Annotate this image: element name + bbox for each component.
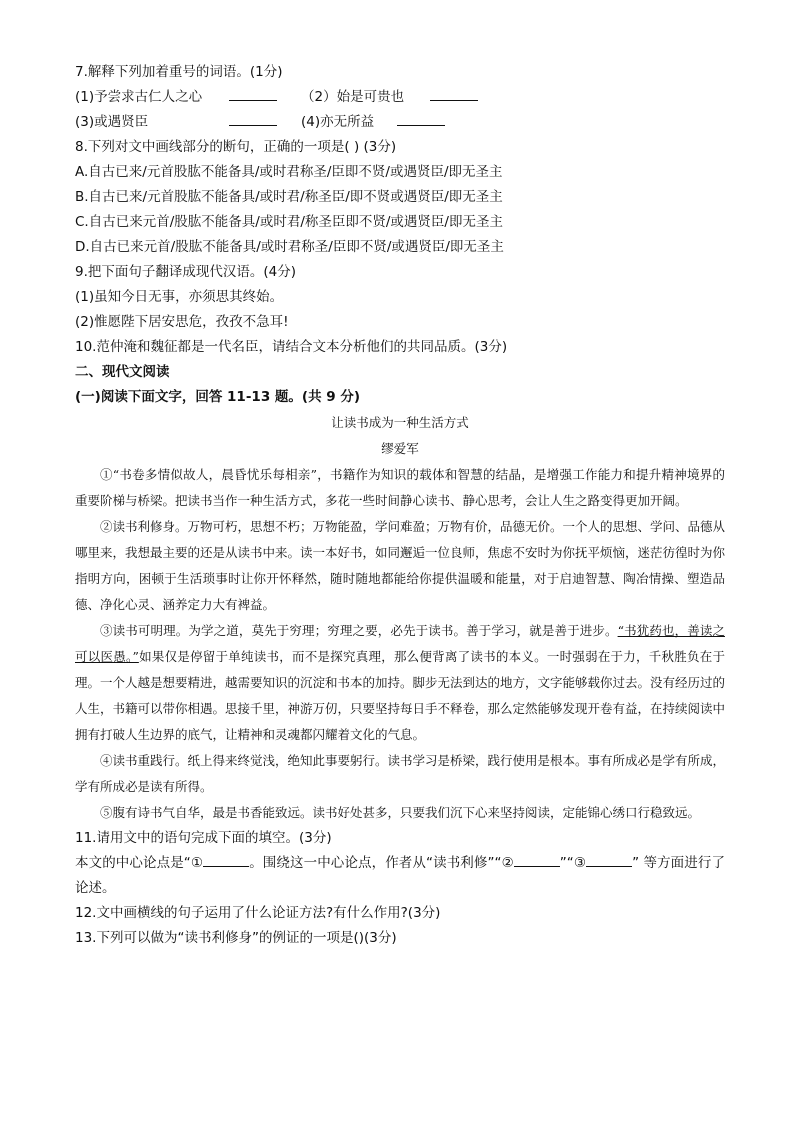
article-paragraph-2: ②读书利修身。万物可朽，思想不朽；万物能盈，学问难盈；万物有价，品德无价。一个人的思想、学问、品德从哪里来，我想最主要的还是从读书中来。读一本好书，如同邂逅一位良师，焦虑不安时为你抚平烦恼，迷茫彷徨时为你指明方向，困顿于生活琐事时让你开怀释然，随时随地都能给你提供温暖和能量，对于启迪智慧、陶冶情操、塑造品德、净化心灵、涵养定力大有裨益。 bbox=[75, 519, 726, 612]
q7-blank2[interactable] bbox=[430, 86, 478, 101]
q7-blank4[interactable] bbox=[397, 111, 445, 126]
article-paragraph-4: ④读书重践行。纸上得来终觉浅，绝知此事要躬行。读书学习是桥梁，践行使用是根本。事有所成必是学有所成，学有所成必是读有所得。 bbox=[75, 753, 726, 794]
article-paragraph-3 bbox=[75, 618, 725, 748]
q7-row2 bbox=[75, 110, 725, 135]
q12-stem: 12.文中画横线的句子运用了什么论证方法?有什么作用?(3分) bbox=[75, 905, 441, 921]
q7-stem: 7.解释下列加着重号的词语。(1分) bbox=[75, 64, 283, 80]
q11-stem: 11.请用文中的语句完成下面的填空。(3分) bbox=[75, 830, 332, 846]
q11-text-4: ” 等方面进行了论述。 bbox=[75, 855, 725, 896]
q13-stem: 13.下列可以做为“读书利修身”的例证的一项是()(3分) bbox=[75, 930, 397, 946]
paragraph-3-start: ③读书可明理。为学之道，莫先于穷理；穷理之要，必先于读书。善于学习，就是善于进步。 bbox=[100, 623, 618, 638]
q8-option-d[interactable]: D.自古已来元首/股肱不能备具/或时君称圣/臣即不贤/或遇贤臣/即无圣主 bbox=[75, 239, 504, 255]
q7-blank1[interactable] bbox=[229, 86, 277, 101]
paragraph-3-rest: 如果仅是停留于单纯读书，而不是探究真理，那么便背离了读书的本义。一时强弱在于力，千秋胜负在于理。一个人越是想要精进，越需要知识的沉淀和书本的加持。脚步无法到达的地方，文字能够载你过去。没有经历过的人生，书籍可以带你相遇。思接千里，神游万仞，只要坚持每日手不释卷，那么定然能够发现开卷有益，在持续阅读中拥有打破人生边界的底气，让精神和灵魂都闪耀着文化的气息。 bbox=[75, 649, 726, 742]
q11-fill-text bbox=[75, 851, 725, 901]
section-subheading: (一)阅读下面文字，回答 11-13 题。(共 9 分) bbox=[75, 389, 361, 405]
q11-blank2[interactable] bbox=[514, 852, 560, 867]
article-paragraph-5: ⑤腹有诗书气自华，最是书香能致远。读书好处甚多，只要我们沉下心来坚持阅读，定能锦心绣口行稳致远。 bbox=[100, 805, 701, 820]
q7-item2: （2）始是可贵也 bbox=[301, 89, 405, 105]
reading-article bbox=[75, 410, 725, 826]
q8-option-c[interactable]: C.自古已来元首/股肱不能备具/或时君/称圣臣即不贤/或遇贤臣/即无圣主 bbox=[75, 214, 503, 230]
q9-sentence1: (1)虽知今日无事，亦须思其终始。 bbox=[75, 289, 284, 305]
q8-stem: 8.下列对文中画线部分的断句，正确的一项是( ) (3分) bbox=[75, 139, 397, 155]
q7-blank3[interactable] bbox=[229, 111, 277, 126]
q9-stem: 9.把下面句子翻译成现代汉语。(4分) bbox=[75, 264, 297, 280]
section-heading: 二、现代文阅读 bbox=[75, 364, 170, 380]
article-title: 让读书成为一种生活方式 bbox=[331, 415, 469, 430]
q9-sentence2: (2)惟愿陛下居安思危，孜孜不急耳! bbox=[75, 314, 289, 330]
q11-text-1: 本文的中心论点是“① bbox=[75, 855, 204, 871]
q10-stem: 10.范仲淹和魏征都是一代名臣，请结合文本分析他们的共同品质。(3分) bbox=[75, 339, 508, 355]
q7-item4: (4)亦无所益 bbox=[301, 114, 375, 130]
underlined-quote: “书犹药也，善读之可以医愚。” bbox=[75, 623, 725, 664]
article-author: 缪爱军 bbox=[381, 441, 419, 456]
q7-item3: (3)或遇贤臣 bbox=[75, 114, 149, 130]
q11-blank3[interactable] bbox=[586, 852, 632, 867]
q7-row1 bbox=[75, 85, 725, 110]
q11-blank1[interactable] bbox=[203, 852, 249, 867]
q11-text-3: ”“③ bbox=[559, 855, 587, 871]
article-paragraph-1: ①“书卷多情似故人，晨昏忧乐每相亲”，书籍作为知识的载体和智慧的结晶，是增强工作能力和提升精神境界的重要阶梯与桥梁。把读书当作一种生活方式，多花一些时间静心读书、静心思考，会让人生之路变得更加开阔。 bbox=[75, 467, 725, 508]
exam-page bbox=[75, 60, 725, 951]
q7-item1: (1)予尝求古仁人之心 bbox=[75, 89, 203, 105]
q11-text-2: 。围绕这一中心论点，作者从“读书利修”“② bbox=[249, 855, 514, 871]
q8-option-b[interactable]: B.自古已来/元首股肱不能备具/或时君/称圣臣/即不贤或遇贤臣/即无圣主 bbox=[75, 189, 503, 205]
q8-option-a[interactable]: A.自古已来/元首股肱不能备具/或时君称圣/臣即不贤/或遇贤臣/即无圣主 bbox=[75, 164, 503, 180]
